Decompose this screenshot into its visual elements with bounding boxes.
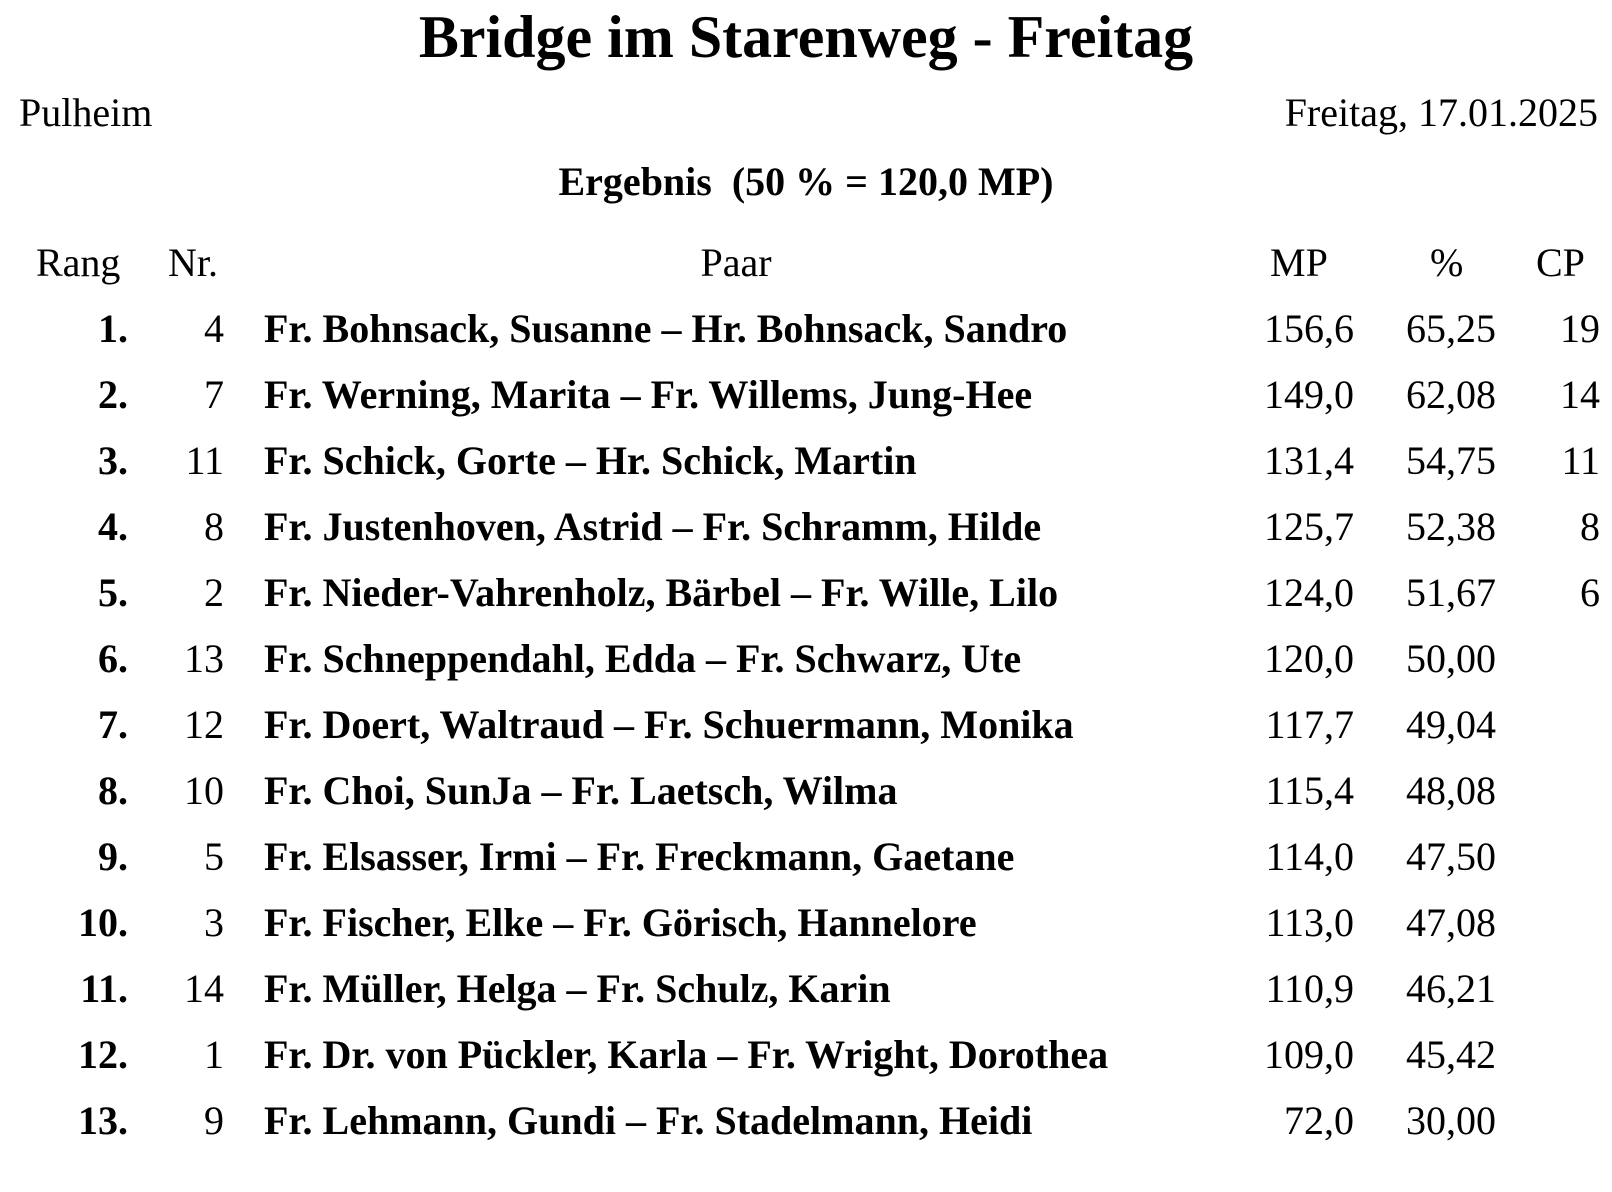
location-label: Pulheim [19, 90, 153, 135]
rank-cell: 9. [98, 834, 128, 879]
pair-number-cell: 3 [204, 900, 224, 945]
pair-names-cell: Fr. Schick, Gorte – Hr. Schick, Martin [264, 438, 917, 483]
percent-cell: 51,67 [1406, 570, 1496, 615]
column-header-percent: % [1430, 240, 1464, 285]
pair-number-cell: 2 [204, 570, 224, 615]
rank-cell: 8. [98, 768, 128, 813]
column-header-paar: Paar [700, 240, 772, 285]
pair-names-cell: Fr. Justenhoven, Astrid – Fr. Schramm, Hilde [264, 504, 1042, 549]
percent-cell: 65,25 [1406, 306, 1496, 351]
matchpoints-cell: 156,6 [1264, 306, 1354, 351]
column-header-nr: Nr. [168, 240, 218, 285]
rank-cell: 5. [98, 570, 128, 615]
rank-cell: 11. [80, 966, 128, 1011]
table-row [0, 1088, 1612, 1154]
pair-number-cell: 9 [204, 1098, 224, 1143]
table-row [0, 494, 1612, 560]
pair-names-cell: Fr. Elsasser, Irmi – Fr. Freckmann, Gaetane [264, 834, 1015, 879]
rank-cell: 1. [98, 306, 128, 351]
pair-names-cell: Fr. Werning, Marita – Fr. Willems, Jung-Hee [264, 372, 1033, 417]
page-title: Bridge im Starenweg - Freitag [418, 4, 1194, 70]
club-points-cell: 6 [1580, 570, 1600, 615]
percent-cell: 30,00 [1406, 1098, 1496, 1143]
table-row [0, 758, 1612, 824]
pair-number-cell: 12 [184, 702, 224, 747]
percent-cell: 45,42 [1406, 1032, 1496, 1077]
pair-number-cell: 10 [184, 768, 224, 813]
club-points-cell: 14 [1560, 372, 1600, 417]
rank-cell: 10. [78, 900, 128, 945]
column-header-cp: CP [1536, 240, 1585, 285]
matchpoints-cell: 72,0 [1284, 1098, 1354, 1143]
table-row [0, 362, 1612, 428]
percent-cell: 49,04 [1406, 702, 1496, 747]
rank-cell: 12. [78, 1032, 128, 1077]
matchpoints-cell: 124,0 [1264, 570, 1354, 615]
column-header-rang: Rang [36, 240, 121, 285]
pair-names-cell: Fr. Dr. von Pückler, Karla – Fr. Wright, Dorothea [264, 1032, 1109, 1077]
club-points-cell: 11 [1561, 438, 1600, 483]
pair-number-cell: 7 [204, 372, 224, 417]
percent-cell: 50,00 [1406, 636, 1496, 681]
table-row [0, 1022, 1612, 1088]
table-row [0, 824, 1612, 890]
pair-number-cell: 13 [184, 636, 224, 681]
club-points-cell: 19 [1560, 306, 1600, 351]
pair-names-cell: Fr. Müller, Helga – Fr. Schulz, Karin [264, 966, 891, 1011]
pair-number-cell: 11 [185, 438, 224, 483]
pair-number-cell: 1 [204, 1032, 224, 1077]
pair-names-cell: Fr. Fischer, Elke – Fr. Görisch, Hannelore [264, 900, 977, 945]
matchpoints-cell: 149,0 [1264, 372, 1354, 417]
percent-cell: 46,21 [1406, 966, 1496, 1011]
pair-number-cell: 5 [204, 834, 224, 879]
table-row [0, 890, 1612, 956]
date-label: Freitag, 17.01.2025 [1284, 90, 1598, 135]
pair-number-cell: 4 [204, 306, 224, 351]
table-row [0, 428, 1612, 494]
table-row [0, 560, 1612, 626]
percent-cell: 62,08 [1406, 372, 1496, 417]
pair-names-cell: Fr. Doert, Waltraud – Fr. Schuermann, Monika [264, 702, 1074, 747]
percent-cell: 54,75 [1406, 438, 1496, 483]
pair-number-cell: 14 [184, 966, 224, 1011]
rank-cell: 4. [98, 504, 128, 549]
table-row [0, 956, 1612, 1022]
matchpoints-cell: 109,0 [1264, 1032, 1354, 1077]
table-row [0, 692, 1612, 758]
matchpoints-cell: 114,0 [1265, 834, 1354, 879]
rank-cell: 7. [98, 702, 128, 747]
matchpoints-cell: 125,7 [1264, 504, 1354, 549]
pair-names-cell: Fr. Choi, SunJa – Fr. Laetsch, Wilma [264, 768, 898, 813]
rank-cell: 6. [98, 636, 128, 681]
pair-names-cell: Fr. Lehmann, Gundi – Fr. Stadelmann, Heidi [264, 1098, 1033, 1143]
rank-cell: 13. [78, 1098, 128, 1143]
pair-number-cell: 8 [204, 504, 224, 549]
matchpoints-cell: 113,0 [1265, 900, 1354, 945]
pair-names-cell: Fr. Schneppendahl, Edda – Fr. Schwarz, Ute [264, 636, 1022, 681]
percent-cell: 47,50 [1406, 834, 1496, 879]
result-subtitle: Ergebnis (50 % = 120,0 MP) [558, 159, 1054, 204]
matchpoints-cell: 115,4 [1265, 768, 1354, 813]
pair-names-cell: Fr. Bohnsack, Susanne – Hr. Bohnsack, Sandro [264, 306, 1068, 351]
percent-cell: 52,38 [1406, 504, 1496, 549]
matchpoints-cell: 131,4 [1264, 438, 1354, 483]
pair-names-cell: Fr. Nieder-Vahrenholz, Bärbel – Fr. Wille, Lilo [264, 570, 1059, 615]
table-header [0, 230, 1612, 296]
table-row [0, 626, 1612, 692]
matchpoints-cell: 110,9 [1265, 966, 1354, 1011]
percent-cell: 47,08 [1406, 900, 1496, 945]
table-row [0, 296, 1612, 362]
rank-cell: 3. [98, 438, 128, 483]
percent-cell: 48,08 [1406, 768, 1496, 813]
rank-cell: 2. [98, 372, 128, 417]
column-header-mp: MP [1270, 240, 1328, 285]
matchpoints-cell: 117,7 [1265, 702, 1354, 747]
matchpoints-cell: 120,0 [1264, 636, 1354, 681]
club-points-cell: 8 [1580, 504, 1600, 549]
